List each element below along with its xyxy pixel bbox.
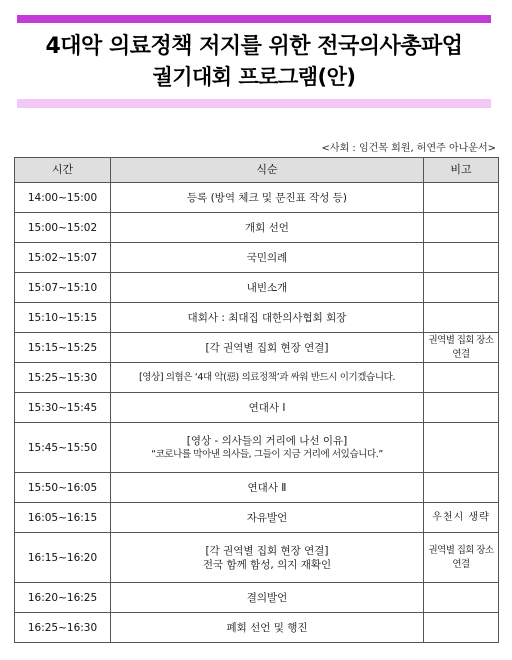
row-program-sub: 전국 함께 함성, 의지 재확인 — [202, 558, 332, 571]
row-program: 내빈소개 — [111, 273, 424, 303]
row-program: [각 권역별 집회 현장 연결] — [111, 333, 424, 363]
row-program-cell — [111, 423, 424, 473]
row-note: 권역별 집회 장소 연결 — [424, 333, 499, 363]
row-note: 우천시 생략 — [424, 503, 499, 533]
row-program: [영상] 의협은 ‘4대 악(惡) 의료정책’과 싸워 반드시 이기겠습니다. — [111, 363, 424, 393]
header-note: 비고 — [424, 158, 499, 183]
row-program: 연대사 Ⅱ — [111, 473, 424, 503]
table-row — [15, 213, 499, 243]
table-row — [15, 533, 499, 583]
row-program: 자유발언 — [111, 503, 424, 533]
row-program: 결의발언 — [111, 583, 424, 613]
row-time: 15:02~15:07 — [15, 243, 111, 273]
row-program: 연대사 Ⅰ — [111, 393, 424, 423]
row-program: 국민의례 — [111, 243, 424, 273]
row-program: 폐회 선언 및 행진 — [111, 613, 424, 643]
row-time: 15:45~15:50 — [15, 423, 111, 473]
row-note — [424, 303, 499, 333]
row-program: [각 권역별 집회 현장 연결] — [205, 544, 329, 557]
table-row — [15, 363, 499, 393]
row-note — [424, 213, 499, 243]
row-note: 권역별 집회 장소 연결 — [424, 533, 499, 583]
page-subtitle: 궐기대회 프로그램(안) — [152, 65, 356, 89]
table-row — [15, 333, 499, 363]
row-program: 대회사 : 최대집 대한의사협회 회장 — [111, 303, 424, 333]
row-program: [영상 - 의사들의 거리에 나선 이유] — [186, 434, 348, 447]
table-row — [15, 423, 499, 473]
table-row — [15, 303, 499, 333]
row-program: 등록 (방역 체크 및 문진표 작성 등) — [111, 183, 424, 213]
row-note — [424, 363, 499, 393]
row-time: 15:10~15:15 — [15, 303, 111, 333]
table-row — [15, 393, 499, 423]
row-program: 개회 선언 — [111, 213, 424, 243]
row-time: 16:20~16:25 — [15, 583, 111, 613]
row-note — [424, 183, 499, 213]
header-time: 시간 — [15, 158, 111, 183]
table-row — [15, 503, 499, 533]
table-row — [15, 473, 499, 503]
program-table — [14, 157, 499, 643]
row-time: 15:15~15:25 — [15, 333, 111, 363]
table-row — [15, 583, 499, 613]
banner-bottom-bar — [17, 99, 491, 108]
table-row — [15, 243, 499, 273]
header-program: 식순 — [111, 158, 424, 183]
row-time: 16:15~16:20 — [15, 533, 111, 583]
row-time: 15:50~16:05 — [15, 473, 111, 503]
row-note — [424, 273, 499, 303]
row-time: 16:05~16:15 — [15, 503, 111, 533]
row-program-cell — [111, 533, 424, 583]
table-header-row — [15, 158, 499, 183]
page-title: 4대악 의료정책 저지를 위한 전국의사총파업 — [45, 34, 463, 59]
row-time: 15:25~15:30 — [15, 363, 111, 393]
table-row — [15, 183, 499, 213]
row-time: 15:07~15:10 — [15, 273, 111, 303]
row-time: 14:00~15:00 — [15, 183, 111, 213]
title-banner — [17, 15, 491, 108]
row-note — [424, 583, 499, 613]
row-note — [424, 613, 499, 643]
row-program-sub: “코로나를 막아낸 의사들, 그들이 지금 거리에 서있습니다.” — [151, 448, 383, 460]
row-note — [424, 473, 499, 503]
row-note — [424, 423, 499, 473]
row-note — [424, 243, 499, 273]
banner-top-bar — [17, 15, 491, 23]
row-time: 16:25~16:30 — [15, 613, 111, 643]
host-line: <사회 : 임건목 회원, 허연주 아나운서> — [321, 143, 496, 154]
row-time: 15:30~15:45 — [15, 393, 111, 423]
table-row — [15, 613, 499, 643]
table-row — [15, 273, 499, 303]
row-note — [424, 393, 499, 423]
row-time: 15:00~15:02 — [15, 213, 111, 243]
